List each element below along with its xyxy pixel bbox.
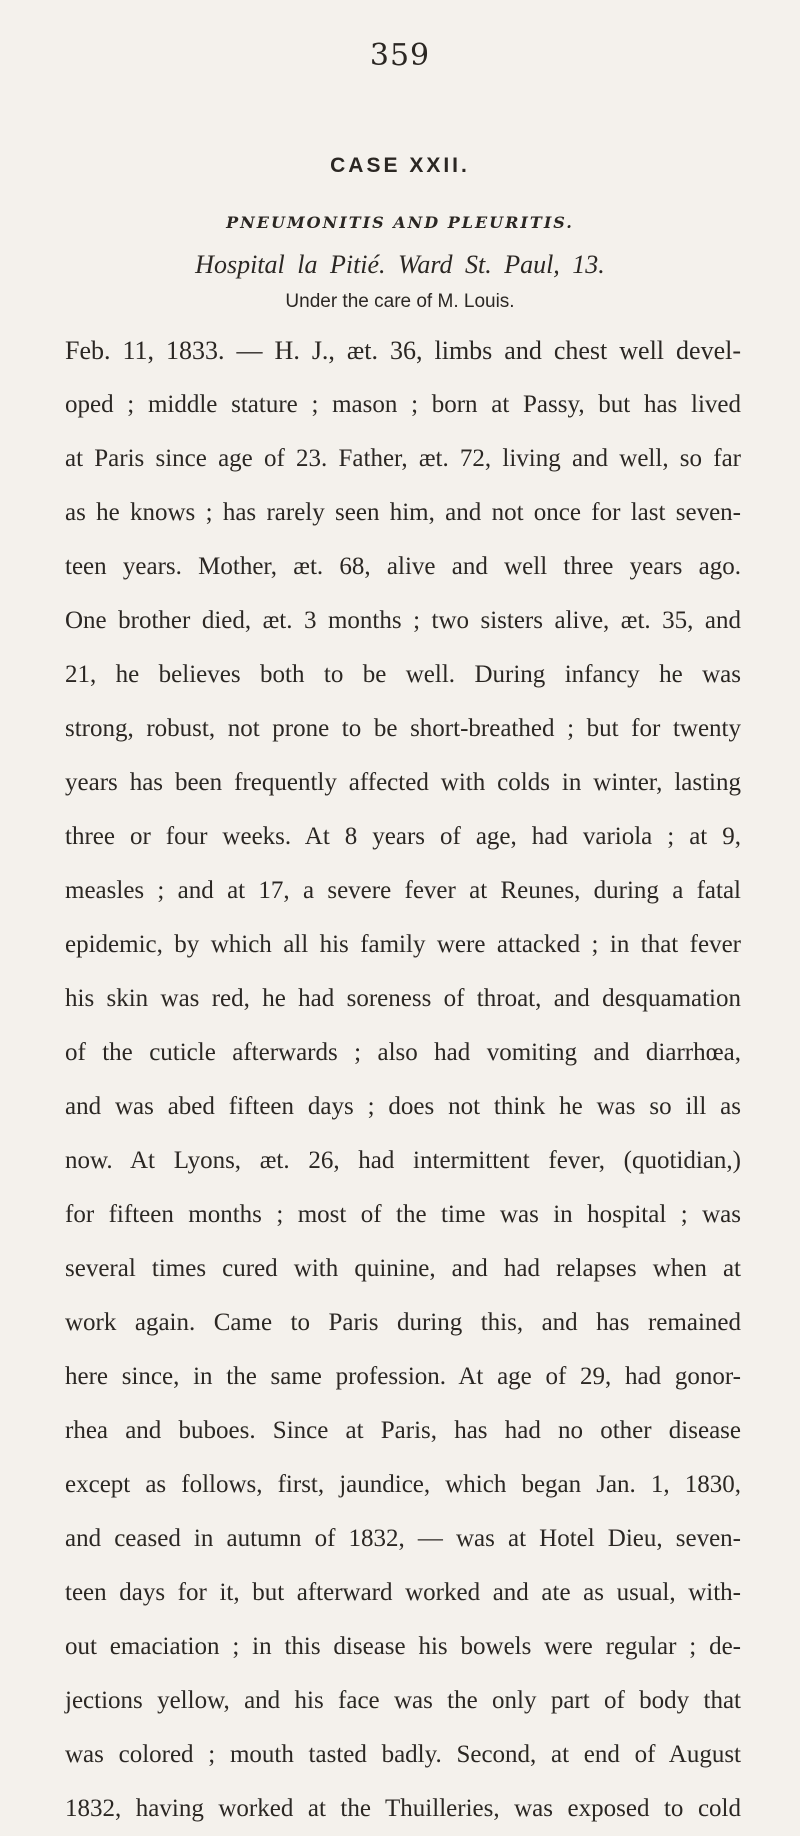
- body-line: jections yellow, and his face was the only part of body that: [65, 1687, 741, 1714]
- body-line: measles ; and at 17, a severe fever at Reunes, during a fatal: [65, 877, 741, 904]
- body-line: of the cuticle afterwards ; also had vomiting and diarrhœa,: [65, 1039, 741, 1066]
- body-line: several times cured with quinine, and had relapses when at: [65, 1255, 741, 1282]
- body-line: except as follows, first, jaundice, which began Jan. 1, 1830,: [65, 1471, 741, 1498]
- body-line: teen years. Mother, æt. 68, alive and well three years ago.: [65, 553, 741, 580]
- body-line: One brother died, æt. 3 months ; two sisters alive, æt. 35, and: [65, 607, 741, 634]
- body-line: at Paris since age of 23. Father, æt. 72, living and well, so far: [65, 445, 741, 472]
- body-line: here since, in the same profession. At age of 29, had gonor-: [65, 1363, 741, 1390]
- body-line: and was abed fifteen days ; does not think he was so ill as: [65, 1093, 741, 1120]
- case-subtitle: PNEUMONITIS AND PLEURITIS.: [226, 213, 574, 232]
- body-line: years has been frequently affected with colds in winter, lasting: [65, 769, 741, 796]
- body-line: for fifteen months ; most of the time was in hospital ; was: [65, 1201, 741, 1228]
- body-line: out emaciation ; in this disease his bowels were regular ; de-: [65, 1633, 741, 1660]
- hospital-ward-line: Hospital la Pitié. Ward St. Paul, 13.: [195, 250, 605, 279]
- case-title: CASE XXII.: [330, 154, 470, 177]
- body-line: was colored ; mouth tasted badly. Second, at end of August: [65, 1741, 741, 1768]
- body-line: 1832, having worked at the Thuilleries, was exposed to cold: [65, 1795, 741, 1822]
- body-line: now. At Lyons, æt. 26, had intermittent fever, (quotidian,): [65, 1147, 741, 1174]
- body-line: and ceased in autumn of 1832, — was at Hotel Dieu, seven-: [65, 1525, 741, 1552]
- body-line: epidemic, by which all his family were attacked ; in that fever: [65, 931, 741, 958]
- case-body-text: [65, 324, 741, 1836]
- body-line: rhea and buboes. Since at Paris, has had no other disease: [65, 1417, 741, 1444]
- physician-care-line: Under the care of M. Louis.: [285, 291, 515, 312]
- body-line: his skin was red, he had soreness of throat, and desquamation: [65, 985, 741, 1012]
- body-line: Feb. 11, 1833. — H. J., æt. 36, limbs and chest well devel-: [65, 336, 741, 365]
- body-line: 21, he believes both to be well. During infancy he was: [65, 661, 741, 688]
- body-line: three or four weeks. At 8 years of age, had variola ; at 9,: [65, 823, 741, 850]
- body-line: as he knows ; has rarely seen him, and not once for last seven-: [65, 499, 741, 526]
- body-line: teen days for it, but afterward worked and ate as usual, with-: [65, 1579, 741, 1606]
- body-line: work again. Came to Paris during this, and has remained: [65, 1309, 741, 1336]
- body-line: strong, robust, not prone to be short-breathed ; but for twenty: [65, 715, 741, 742]
- page-number: 359: [369, 38, 431, 73]
- body-line: oped ; middle stature ; mason ; born at Passy, but has lived: [65, 391, 741, 418]
